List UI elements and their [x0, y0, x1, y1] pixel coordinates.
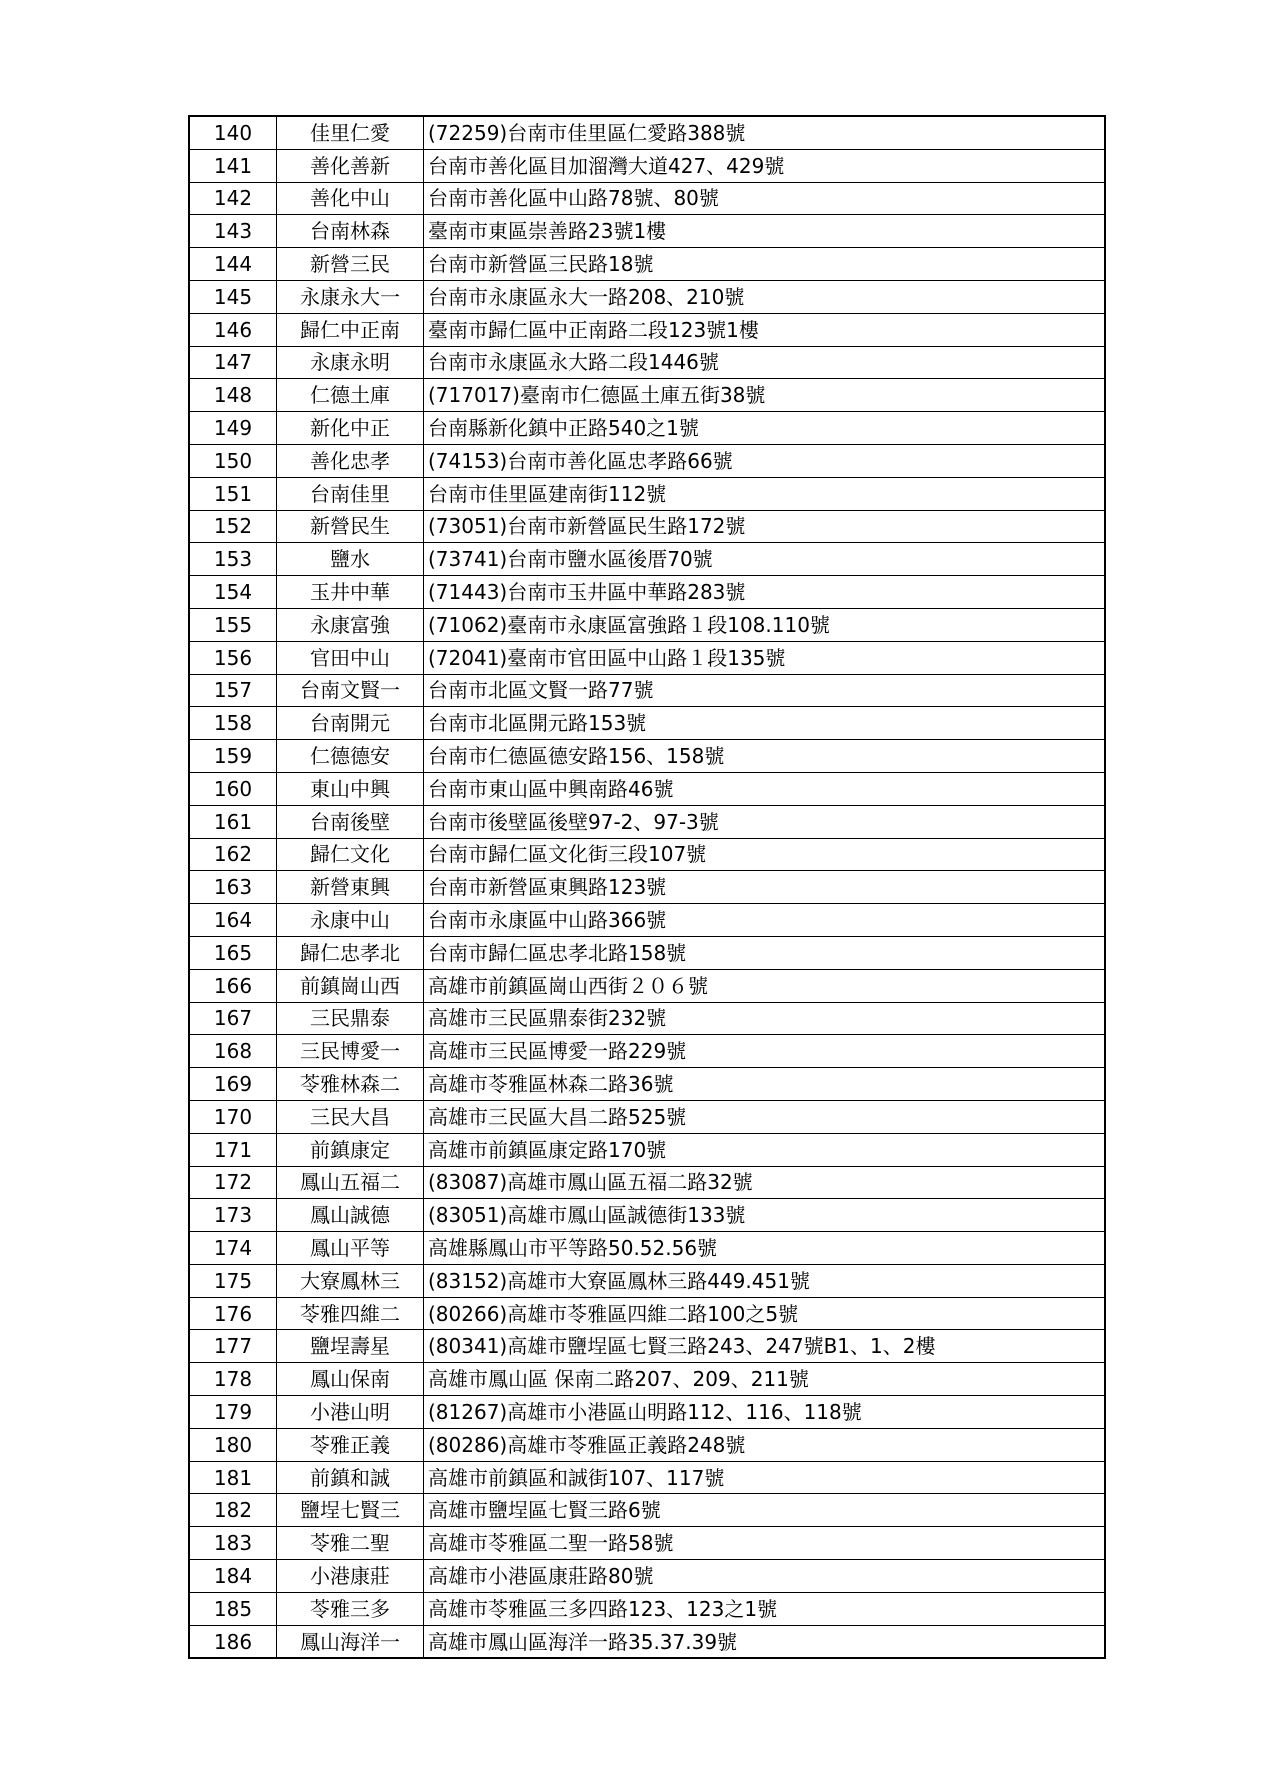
table-row	[189, 412, 1105, 445]
address-cell: 台南市善化區目加溜灣大道427、429號	[424, 149, 1106, 182]
address-cell: (83051)高雄市鳳山區誠德街133號	[424, 1199, 1106, 1232]
row-number-cell: 169	[189, 1068, 277, 1101]
address-cell: (73741)台南市鹽水區後厝70號	[424, 543, 1106, 576]
address-cell: 台南市永康區永大路二段1446號	[424, 346, 1106, 379]
store-name-cell: 新營民生	[277, 510, 424, 543]
table-row	[189, 313, 1105, 346]
row-number-cell: 155	[189, 608, 277, 641]
table-row	[189, 1592, 1105, 1625]
row-number-cell: 160	[189, 772, 277, 805]
address-cell: 高雄市苓雅區林森二路36號	[424, 1068, 1106, 1101]
store-name-cell: 台南林森	[277, 215, 424, 248]
table-row	[189, 576, 1105, 609]
row-number-cell: 166	[189, 969, 277, 1002]
row-number-cell: 142	[189, 182, 277, 215]
row-number-cell: 183	[189, 1527, 277, 1560]
table-row	[189, 1461, 1105, 1494]
table-row	[189, 740, 1105, 773]
table-row	[189, 1199, 1105, 1232]
store-name-cell: 永康富強	[277, 608, 424, 641]
store-name-cell: 鹽水	[277, 543, 424, 576]
address-cell: 台南縣新化鎮中正路540之1號	[424, 412, 1106, 445]
store-name-cell: 仁德土庫	[277, 379, 424, 412]
store-name-cell: 苓雅三多	[277, 1592, 424, 1625]
table-row	[189, 182, 1105, 215]
store-name-cell: 前鎮和誠	[277, 1461, 424, 1494]
table-row	[189, 1264, 1105, 1297]
table-row	[189, 1363, 1105, 1396]
row-number-cell: 179	[189, 1396, 277, 1429]
row-number-cell: 150	[189, 444, 277, 477]
table-row	[189, 1297, 1105, 1330]
row-number-cell: 144	[189, 248, 277, 281]
address-cell: 高雄市苓雅區三多四路123、123之1號	[424, 1592, 1106, 1625]
address-cell: (83152)高雄市大寮區鳳林三路449.451號	[424, 1264, 1106, 1297]
address-cell: 高雄市三民區博愛一路229號	[424, 1035, 1106, 1068]
store-name-cell: 台南開元	[277, 707, 424, 740]
table-row	[189, 772, 1105, 805]
row-number-cell: 159	[189, 740, 277, 773]
row-number-cell: 162	[189, 838, 277, 871]
store-address-table	[188, 115, 1106, 1659]
table-row	[189, 1166, 1105, 1199]
row-number-cell: 143	[189, 215, 277, 248]
row-number-cell: 161	[189, 805, 277, 838]
store-name-cell: 新營三民	[277, 248, 424, 281]
address-cell: 高雄市苓雅區二聖一路58號	[424, 1527, 1106, 1560]
store-name-cell: 小港康莊	[277, 1560, 424, 1593]
address-cell: 台南市歸仁區文化街三段107號	[424, 838, 1106, 871]
address-cell: 台南市永康區永大一路208、210號	[424, 280, 1106, 313]
store-name-cell: 鹽埕壽星	[277, 1330, 424, 1363]
store-name-cell: 鹽埕七賢三	[277, 1494, 424, 1527]
address-cell: 臺南市東區崇善路23號1樓	[424, 215, 1106, 248]
row-number-cell: 167	[189, 1002, 277, 1035]
store-name-cell: 鳳山五福二	[277, 1166, 424, 1199]
address-cell: (74153)台南市善化區忠孝路66號	[424, 444, 1106, 477]
row-number-cell: 177	[189, 1330, 277, 1363]
table-row	[189, 116, 1105, 149]
table-row	[189, 608, 1105, 641]
address-cell: 高雄縣鳳山市平等路50.52.56號	[424, 1232, 1106, 1265]
store-name-cell: 三民鼎泰	[277, 1002, 424, 1035]
row-number-cell: 147	[189, 346, 277, 379]
store-name-cell: 永康永大一	[277, 280, 424, 313]
address-cell: (83087)高雄市鳳山區五福二路32號	[424, 1166, 1106, 1199]
store-name-cell: 台南文賢一	[277, 674, 424, 707]
row-number-cell: 152	[189, 510, 277, 543]
table-row	[189, 904, 1105, 937]
row-number-cell: 170	[189, 1100, 277, 1133]
row-number-cell: 165	[189, 936, 277, 969]
store-name-cell: 苓雅林森二	[277, 1068, 424, 1101]
address-cell: 台南市北區文賢一路77號	[424, 674, 1106, 707]
address-cell: 高雄市前鎮區崗山西街２０６號	[424, 969, 1106, 1002]
store-name-cell: 仁德德安	[277, 740, 424, 773]
row-number-cell: 171	[189, 1133, 277, 1166]
store-name-cell: 歸仁文化	[277, 838, 424, 871]
store-name-cell: 佳里仁愛	[277, 116, 424, 149]
address-cell: 台南市後壁區後壁97-2、97-3號	[424, 805, 1106, 838]
address-cell: 高雄市小港區康莊路80號	[424, 1560, 1106, 1593]
store-name-cell: 台南佳里	[277, 477, 424, 510]
table-row	[189, 1625, 1105, 1658]
row-number-cell: 158	[189, 707, 277, 740]
address-cell: (81267)高雄市小港區山明路112、116、118號	[424, 1396, 1106, 1429]
table-row	[189, 707, 1105, 740]
address-cell: (80266)高雄市苓雅區四維二路100之5號	[424, 1297, 1106, 1330]
store-name-cell: 善化善新	[277, 149, 424, 182]
row-number-cell: 149	[189, 412, 277, 445]
table-row	[189, 1133, 1105, 1166]
store-name-cell: 歸仁中正南	[277, 313, 424, 346]
table-row	[189, 1494, 1105, 1527]
store-name-cell: 苓雅二聖	[277, 1527, 424, 1560]
address-cell: 高雄市鳳山區海洋一路35.37.39號	[424, 1625, 1106, 1658]
row-number-cell: 163	[189, 871, 277, 904]
address-cell: 高雄市三民區鼎泰街232號	[424, 1002, 1106, 1035]
table-row	[189, 1232, 1105, 1265]
table-row	[189, 838, 1105, 871]
row-number-cell: 156	[189, 641, 277, 674]
store-name-cell: 三民大昌	[277, 1100, 424, 1133]
address-cell: 台南市佳里區建南街112號	[424, 477, 1106, 510]
store-name-cell: 前鎮崗山西	[277, 969, 424, 1002]
address-cell: 台南市新營區東興路123號	[424, 871, 1106, 904]
table-row	[189, 871, 1105, 904]
row-number-cell: 141	[189, 149, 277, 182]
table-row	[189, 510, 1105, 543]
row-number-cell: 176	[189, 1297, 277, 1330]
address-cell: 高雄市前鎮區和誠街107、117號	[424, 1461, 1106, 1494]
address-cell: (80286)高雄市苓雅區正義路248號	[424, 1428, 1106, 1461]
table-row	[189, 248, 1105, 281]
row-number-cell: 180	[189, 1428, 277, 1461]
table-row	[189, 280, 1105, 313]
address-cell: 台南市東山區中興南路46號	[424, 772, 1106, 805]
row-number-cell: 157	[189, 674, 277, 707]
address-cell: 台南市永康區中山路366號	[424, 904, 1106, 937]
table-row	[189, 805, 1105, 838]
store-name-cell: 鳳山保南	[277, 1363, 424, 1396]
table-row	[189, 969, 1105, 1002]
store-name-cell: 東山中興	[277, 772, 424, 805]
address-cell: 高雄市鹽埕區七賢三路6號	[424, 1494, 1106, 1527]
address-cell: 台南市歸仁區忠孝北路158號	[424, 936, 1106, 969]
row-number-cell: 181	[189, 1461, 277, 1494]
row-number-cell: 151	[189, 477, 277, 510]
table-row	[189, 936, 1105, 969]
address-cell: 高雄市前鎮區康定路170號	[424, 1133, 1106, 1166]
table-row	[189, 1100, 1105, 1133]
store-address-table-body	[189, 116, 1105, 1658]
table-row	[189, 1330, 1105, 1363]
store-name-cell: 永康中山	[277, 904, 424, 937]
row-number-cell: 172	[189, 1166, 277, 1199]
table-row	[189, 477, 1105, 510]
store-name-cell: 官田中山	[277, 641, 424, 674]
store-name-cell: 前鎮康定	[277, 1133, 424, 1166]
address-cell: (72041)臺南市官田區中山路１段135號	[424, 641, 1106, 674]
store-name-cell: 大寮鳳林三	[277, 1264, 424, 1297]
address-cell: 台南市新營區三民路18號	[424, 248, 1106, 281]
store-name-cell: 台南後壁	[277, 805, 424, 838]
store-name-cell: 新化中正	[277, 412, 424, 445]
address-cell: (71062)臺南市永康區富強路１段108.110號	[424, 608, 1106, 641]
address-cell: 台南市北區開元路153號	[424, 707, 1106, 740]
row-number-cell: 146	[189, 313, 277, 346]
row-number-cell: 145	[189, 280, 277, 313]
table-row	[189, 149, 1105, 182]
table-row	[189, 1002, 1105, 1035]
table-row	[189, 1068, 1105, 1101]
table-row	[189, 444, 1105, 477]
address-cell: 台南市仁德區德安路156、158號	[424, 740, 1106, 773]
row-number-cell: 175	[189, 1264, 277, 1297]
store-name-cell: 三民博愛一	[277, 1035, 424, 1068]
row-number-cell: 148	[189, 379, 277, 412]
store-name-cell: 善化忠孝	[277, 444, 424, 477]
table-row	[189, 641, 1105, 674]
table-row	[189, 674, 1105, 707]
row-number-cell: 178	[189, 1363, 277, 1396]
row-number-cell: 174	[189, 1232, 277, 1265]
store-name-cell: 鳳山海洋一	[277, 1625, 424, 1658]
row-number-cell: 164	[189, 904, 277, 937]
table-row	[189, 1527, 1105, 1560]
table-row	[189, 543, 1105, 576]
table-row	[189, 1560, 1105, 1593]
store-name-cell: 鳳山誠德	[277, 1199, 424, 1232]
address-cell: (71443)台南市玉井區中華路283號	[424, 576, 1106, 609]
row-number-cell: 182	[189, 1494, 277, 1527]
store-name-cell: 歸仁忠孝北	[277, 936, 424, 969]
row-number-cell: 186	[189, 1625, 277, 1658]
row-number-cell: 168	[189, 1035, 277, 1068]
table-row	[189, 1428, 1105, 1461]
row-number-cell: 184	[189, 1560, 277, 1593]
store-name-cell: 新營東興	[277, 871, 424, 904]
address-cell: 台南市善化區中山路78號、80號	[424, 182, 1106, 215]
row-number-cell: 185	[189, 1592, 277, 1625]
table-row	[189, 1396, 1105, 1429]
table-row	[189, 215, 1105, 248]
address-cell: (72259)台南市佳里區仁愛路388號	[424, 116, 1106, 149]
address-cell: (717017)臺南市仁德區土庫五街38號	[424, 379, 1106, 412]
table-row	[189, 379, 1105, 412]
address-cell: 高雄市三民區大昌二路525號	[424, 1100, 1106, 1133]
address-cell: 高雄市鳳山區 保南二路207、209、211號	[424, 1363, 1106, 1396]
store-name-cell: 玉井中華	[277, 576, 424, 609]
row-number-cell: 140	[189, 116, 277, 149]
store-name-cell: 善化中山	[277, 182, 424, 215]
address-cell: (73051)台南市新營區民生路172號	[424, 510, 1106, 543]
store-name-cell: 鳳山平等	[277, 1232, 424, 1265]
store-name-cell: 永康永明	[277, 346, 424, 379]
table-row	[189, 1035, 1105, 1068]
store-name-cell: 小港山明	[277, 1396, 424, 1429]
store-name-cell: 苓雅四維二	[277, 1297, 424, 1330]
store-name-cell: 苓雅正義	[277, 1428, 424, 1461]
table-row	[189, 346, 1105, 379]
row-number-cell: 173	[189, 1199, 277, 1232]
row-number-cell: 154	[189, 576, 277, 609]
row-number-cell: 153	[189, 543, 277, 576]
address-cell: 臺南市歸仁區中正南路二段123號1樓	[424, 313, 1106, 346]
address-cell: (80341)高雄市鹽埕區七賢三路243、247號B1、1、2樓	[424, 1330, 1106, 1363]
